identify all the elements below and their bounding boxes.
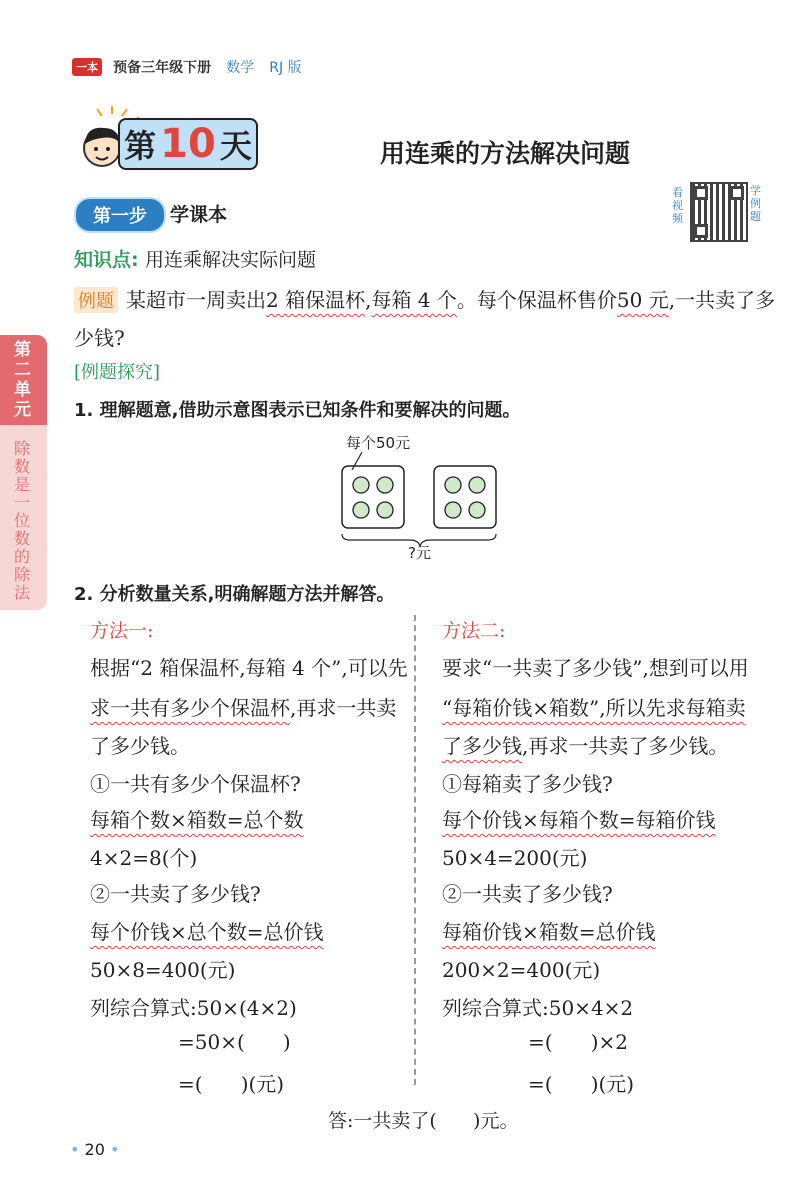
m2-eq-2[interactable]: =( )×2 <box>528 1030 628 1054</box>
dot-icon: • <box>70 1140 80 1159</box>
m2-intro-2 <box>442 692 746 721</box>
step-pill <box>74 197 166 233</box>
column-divider <box>414 615 416 1085</box>
m1-calc-2: 50×8=400(元) <box>90 958 236 982</box>
m1-intro-2 <box>90 692 396 721</box>
day-suffix: 天 <box>219 127 252 165</box>
step-title: 学课本 <box>170 204 228 226</box>
day-number: 10 <box>160 121 216 167</box>
qr-code-icon[interactable] <box>690 182 748 242</box>
m1-eq-3[interactable]: =( )(元) <box>178 1072 285 1096</box>
day-label-box <box>118 118 258 170</box>
m1-intro-2b: ,再求一共卖 <box>290 696 397 720</box>
m2-intro-3a: 了多少钱 <box>442 734 522 758</box>
method-1-title: 方法一: <box>90 620 154 642</box>
step-label: 第一步 <box>93 206 147 227</box>
book-title: 预备三年级下册 <box>113 59 212 76</box>
page-number-text: 20 <box>84 1140 105 1159</box>
example-line-2: 少钱? <box>74 326 125 350</box>
example-label: 例题 <box>74 287 118 313</box>
m1-step-2: ②一共卖了多少钱? <box>90 882 261 906</box>
subject-label: 数学 <box>226 59 255 76</box>
m1-intro-2a: 求一共有多少个保温杯 <box>90 696 290 720</box>
m2-calc-2: 200×2=400(元) <box>442 958 601 982</box>
m2-relation-2: 每箱价钱×箱数=总价钱 <box>442 920 656 944</box>
m2-step-2: ②一共卖了多少钱? <box>442 882 613 906</box>
example-text: 每箱 4 个 <box>371 288 457 312</box>
header <box>72 56 302 78</box>
method-1 <box>90 616 410 643</box>
m2-intro-3b: ,再求一共卖了多少钱。 <box>522 734 729 758</box>
day-badge <box>72 108 262 174</box>
m1-calc-1: 4×2=8(个) <box>90 846 198 870</box>
total-label: ?元 <box>408 544 431 562</box>
m1-intro-3: 了多少钱。 <box>90 734 190 758</box>
lesson-title: 用连乘的方法解决问题 <box>380 139 631 168</box>
qr-area[interactable] <box>672 180 782 244</box>
m2-formula: 列综合算式:50×4×2 <box>442 996 634 1020</box>
diagram <box>330 430 510 570</box>
example-text: 。每个保温杯售价 <box>456 288 617 312</box>
example-text: 50 元 <box>616 288 669 312</box>
brand-logo: 一本 <box>72 58 102 76</box>
example-text: , <box>365 288 372 312</box>
m1-eq-2[interactable]: =50×( ) <box>178 1030 291 1054</box>
m2-eq-3[interactable]: =( )(元) <box>528 1072 635 1096</box>
side-tab-topic: 除数是一位数的除法 <box>14 439 31 602</box>
dot-icon: • <box>109 1140 120 1159</box>
m2-calc-1: 50×4=200(元) <box>442 846 588 870</box>
m1-relation-1: 每箱个数×箱数=总个数 <box>90 808 304 832</box>
price-label: 每个50元 <box>346 434 411 452</box>
answer-line[interactable]: 答:一共卖了( )元。 <box>328 1110 519 1132</box>
knowledge-label: 知识点: <box>74 249 139 271</box>
example-line-1 <box>74 284 775 313</box>
method-2-title: 方法二: <box>442 620 506 642</box>
m2-intro-1: 要求“一共卖了多少钱”,想到可以用 <box>442 656 749 680</box>
m2-step-1: ①每箱卖了多少钱? <box>442 772 613 796</box>
knowledge-text: 用连乘解决实际问题 <box>144 249 316 271</box>
m1-relation-2: 每个价钱×总个数=总价钱 <box>90 920 324 944</box>
knowledge-point <box>74 245 316 272</box>
m2-intro-3 <box>442 730 728 759</box>
m1-formula: 列综合算式:50×(4×2) <box>90 996 297 1020</box>
side-tab-unit: 第二单元 <box>14 340 31 420</box>
m2-relation-1: 每个价钱×每箱个数=每箱价钱 <box>442 808 716 832</box>
explore-label: [例题探究] <box>74 362 161 383</box>
qr-left-text: 看视频 <box>672 186 683 225</box>
qr-right-text: 学例题 <box>750 184 761 223</box>
example-text: 2 箱保温杯 <box>266 288 366 312</box>
example-text: 某超市一周卖出 <box>126 288 266 312</box>
question-1: 1. 理解题意,借助示意图表示已知条件和要解决的问题。 <box>74 400 521 421</box>
day-prefix: 第 <box>124 127 157 165</box>
example-text: ,一共卖了多 <box>668 288 776 312</box>
edition-label: RJ 版 <box>269 59 302 76</box>
m1-intro-1: 根据“2 箱保温杯,每箱 4 个”,可以先 <box>90 656 408 680</box>
page-number <box>70 1140 119 1159</box>
m2-intro-2a: “每箱价钱×箱数”,所以先求每箱卖 <box>442 696 746 720</box>
question-2: 2. 分析数量关系,明确解题方法并解答。 <box>74 584 395 605</box>
m1-step-1: ①一共有多少个保温杯? <box>90 772 301 796</box>
